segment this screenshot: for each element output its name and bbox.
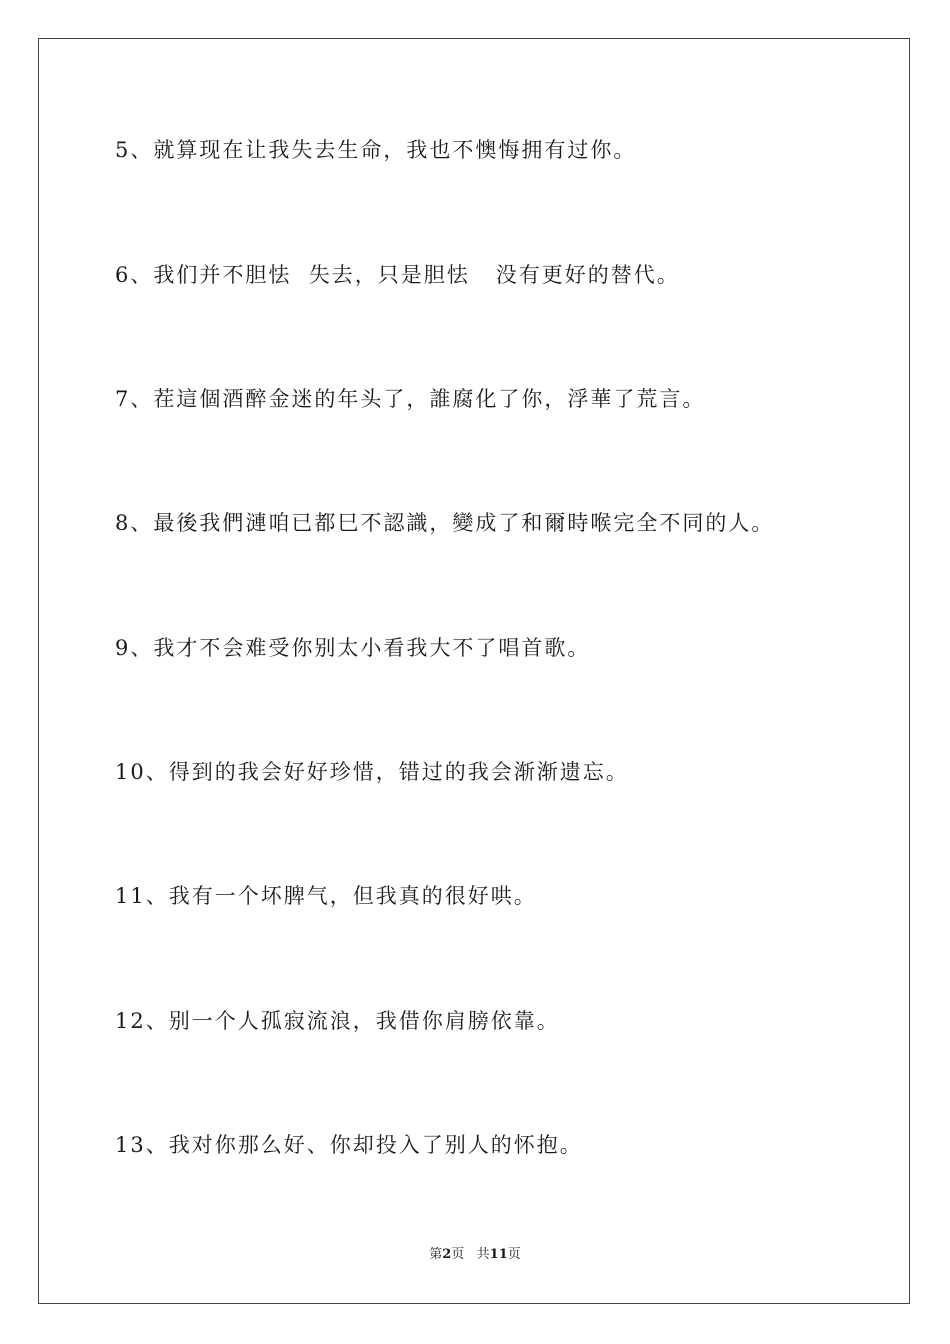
line-item: 9、我才不会难受你别太小看我大不了唱首歌。	[115, 636, 591, 660]
footer-prefix: 第	[429, 1247, 443, 1262]
line-item: 12、别一个人孤寂流浪，我借你肩膀依靠。	[115, 1009, 560, 1033]
line-item: 13、我对你那么好、你却投入了别人的怀抱。	[115, 1133, 583, 1157]
line-item: 5、就算现在让我失去生命，我也不懊悔拥有过你。	[115, 138, 637, 162]
line-item: 6、我们并不胆怯 失去，只是胆怯 没有更好的替代。	[115, 263, 680, 287]
footer-mid: 页 共	[451, 1247, 490, 1262]
line-item: 10、得到的我会好好珍惜，错过的我会渐渐遗忘。	[115, 760, 629, 784]
line-item: 7、茬這個酒醉金迷的年头了，誰腐化了你，浮華了荒言。	[115, 387, 706, 411]
current-page-number: 2	[442, 1247, 452, 1262]
line-item: 8、最後我們漣咱已都巳不認識，變成了和爾時喉完全不同的人。	[115, 511, 775, 535]
line-item: 11、我有一个坏脾气，但我真的很好哄。	[115, 884, 537, 908]
total-page-number: 11	[489, 1247, 508, 1262]
page-border	[38, 38, 910, 1304]
page-footer	[0, 1245, 950, 1265]
footer-suffix: 页	[507, 1247, 521, 1262]
